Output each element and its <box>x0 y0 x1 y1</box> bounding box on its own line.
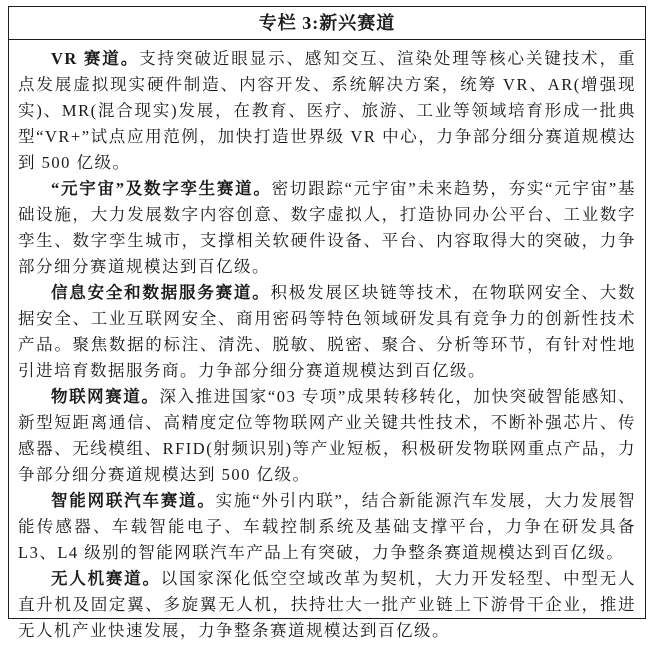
section-body-text: 积极发展区块链等技术，在物联网安全、大数据安全、工业互联网安全、商用密码等特色领域研发具有竞争力的创新性技术产品。聚焦数据的标注、清洗、脱敏、脱密、聚合、分析等环节，有针对性地引进培育数据服务商。力争部分细分赛道规模达到百亿级。 <box>18 283 637 380</box>
section-body-text: 深入推进国家“03 专项”成果转移转化，加快突破智能感知、新型短距离通信、高精度定位等物联网产业关键共性技术，不断补强芯片、传感器、无线模组、RFID(射频识别)等产业短板，积极研发物联网重点产品，力争部分细分赛道规模达到 500 亿级。 <box>18 387 636 484</box>
panel-body <box>9 40 645 650</box>
column-box <box>8 6 646 640</box>
section-lead: 信息安全和数据服务赛道。 <box>51 283 271 302</box>
section-lead: “元宇宙”及数字孪生赛道。 <box>51 179 272 198</box>
section-body-text: 以国家深化低空空域改革为契机，大力开发轻型、中型无人直升机及固定翼、多旋翼无人机，扶持壮大一批产业链上下游骨干企业，推进无人机产业快速发展，力争整条赛道规模达到百亿级。 <box>18 569 637 640</box>
section-iot <box>18 384 636 488</box>
section-body-text: 实施“外引内联”，结合新能源汽车发展，大力发展智能传感器、车载智能电子、车载控制系统及基础支撑平台，力争在研发具备 L3、L4 级别的智能网联汽车产品上有突破，力争整条赛道规模达到百亿级。 <box>18 491 637 562</box>
section-metaverse-digital-twin <box>18 176 636 280</box>
panel-title: 专栏 3:新兴赛道 <box>9 7 645 40</box>
section-lead: 无人机赛道。 <box>51 569 161 588</box>
section-body-text: 密切跟踪“元宇宙”未来趋势，夯实“元宇宙”基础设施，大力发展数字内容创意、数字虚拟人，打造协同办公平台、工业数字孪生、数字孪生城市，支撑相关软硬件设备、平台、内容取得大的突破，力争部分细分赛道规模达到百亿级。 <box>18 179 637 276</box>
section-uav <box>18 566 636 644</box>
section-infosec-data-service <box>18 280 636 384</box>
section-intelligent-connected-vehicle <box>18 488 636 566</box>
section-lead: 物联网赛道。 <box>51 387 160 406</box>
section-lead: 智能网联汽车赛道。 <box>51 491 216 510</box>
section-vr <box>18 46 636 176</box>
section-body-text: 支持突破近眼显示、感知交互、渲染处理等核心关键技术，重点发展虚拟现实硬件制造、内容开发、系统解决方案，统筹 VR、AR(增强现实)、MR(混合现实)发展，在教育、医疗、旅游、工业等领域培育形成一批典型“VR+”试点应用范例，加快打造世界级 VR 中心，力争部分细分赛道规模达到 500 亿级。 <box>18 49 637 172</box>
section-lead: VR 赛道。 <box>51 49 140 68</box>
